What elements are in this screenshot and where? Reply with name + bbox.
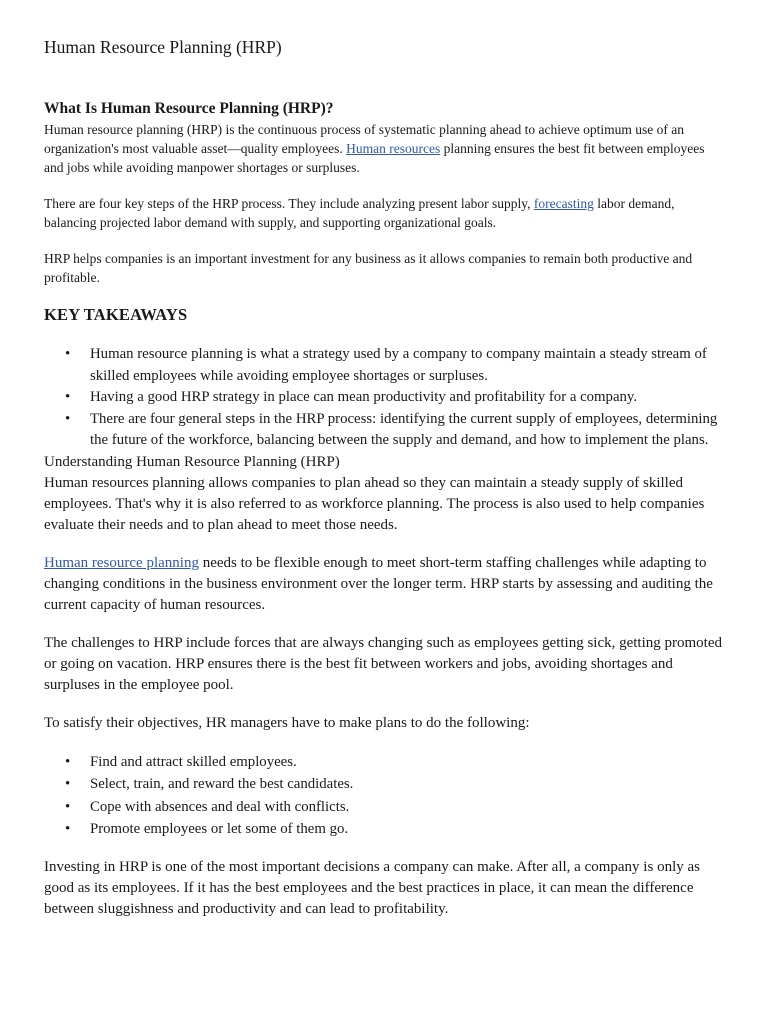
human-resource-planning-link[interactable]: Human resource planning	[44, 554, 199, 571]
list-item: • Promote employees or let some of them go.	[90, 818, 724, 841]
list-item: • Cope with absences and deal with conflicts.	[90, 796, 724, 819]
what-is-heading: What Is Human Resource Planning (HRP)?	[44, 100, 334, 117]
takeaways-list	[44, 344, 724, 452]
list-item: • There are four general steps in the HRP process: identifying the current supply of employees, determining the future of the workforce, balancing between the supply and demand, and how to implement the plans.	[90, 409, 724, 452]
intro-p1-text-b: planning ensures the best fit between employees and jobs while avoiding manpower shortages or surpluses.	[44, 141, 705, 175]
key-takeaways-heading: KEY TAKEAWAYS	[44, 305, 188, 324]
intro-p2-text-a: There are four key steps of the HRP process. They include analyzing present labor supply,	[44, 196, 534, 211]
list-item: • Having a good HRP strategy in place can mean productivity and profitability for a company.	[90, 387, 724, 409]
list-item: • Select, train, and reward the best candidates.	[90, 773, 724, 796]
understanding-paragraph-1: Human resources planning allows companies to plan ahead so they can maintain a steady supply of skilled employees. That's why it is also referred to as workforce planning. The process is also used to help companies evaluate their needs and to plan ahead to meet those needs.	[44, 474, 705, 533]
intro-paragraph-1	[44, 120, 724, 177]
understanding-heading: Understanding Human Resource Planning (HRP)	[44, 453, 340, 470]
challenges-paragraph: The challenges to HRP include forces that are always changing such as employees getting sick, getting promoted or going on vacation. HRP ensures there is the best fit between workers and jobs, avoiding shortages and surpluses in the employee pool.	[44, 634, 723, 693]
human-resources-link[interactable]: Human resources	[346, 141, 441, 156]
intro-paragraph-2	[44, 194, 724, 232]
intro-p2-text-b: labor demand, balancing projected labor demand with supply, and supporting organizational goals.	[44, 196, 675, 230]
page-title: Human Resource Planning (HRP)	[44, 37, 282, 57]
list-item: • Find and attract skilled employees.	[90, 751, 724, 774]
list-item: • Human resource planning is what a strategy used by a company to company maintain a steady stream of skilled employees while avoiding employee shortages or surpluses.	[90, 344, 724, 387]
intro-p1-text-a: Human resource planning (HRP) is the continuous process of systematic planning ahead to achieve optimum use of an organization's most valuable asset—quality employees.	[44, 122, 684, 156]
forecasting-link[interactable]: forecasting	[533, 196, 594, 211]
plans-list	[44, 751, 724, 841]
understanding-paragraph-2	[44, 553, 724, 616]
intro-paragraph-3: HRP helps companies is an important investment for any business as it allows companies to remain both productive and profitable.	[44, 251, 693, 285]
closing-paragraph: Investing in HRP is one of the most important decisions a company can make. After all, a company is only as good as its employees. If it has the best employees and the best practices in place, it can mean the difference between sluggishness and productivity and can lead to profitability.	[44, 858, 700, 917]
satisfy-paragraph: To satisfy their objectives, HR managers have to make plans to do the following:	[44, 714, 530, 731]
understanding-p2-text-b: needs to be flexible enough to meet short-term staffing challenges while adapting to changing conditions in the business environment over the longer term. HRP starts by assessing and auditing the current capacity of human resources.	[44, 554, 713, 613]
